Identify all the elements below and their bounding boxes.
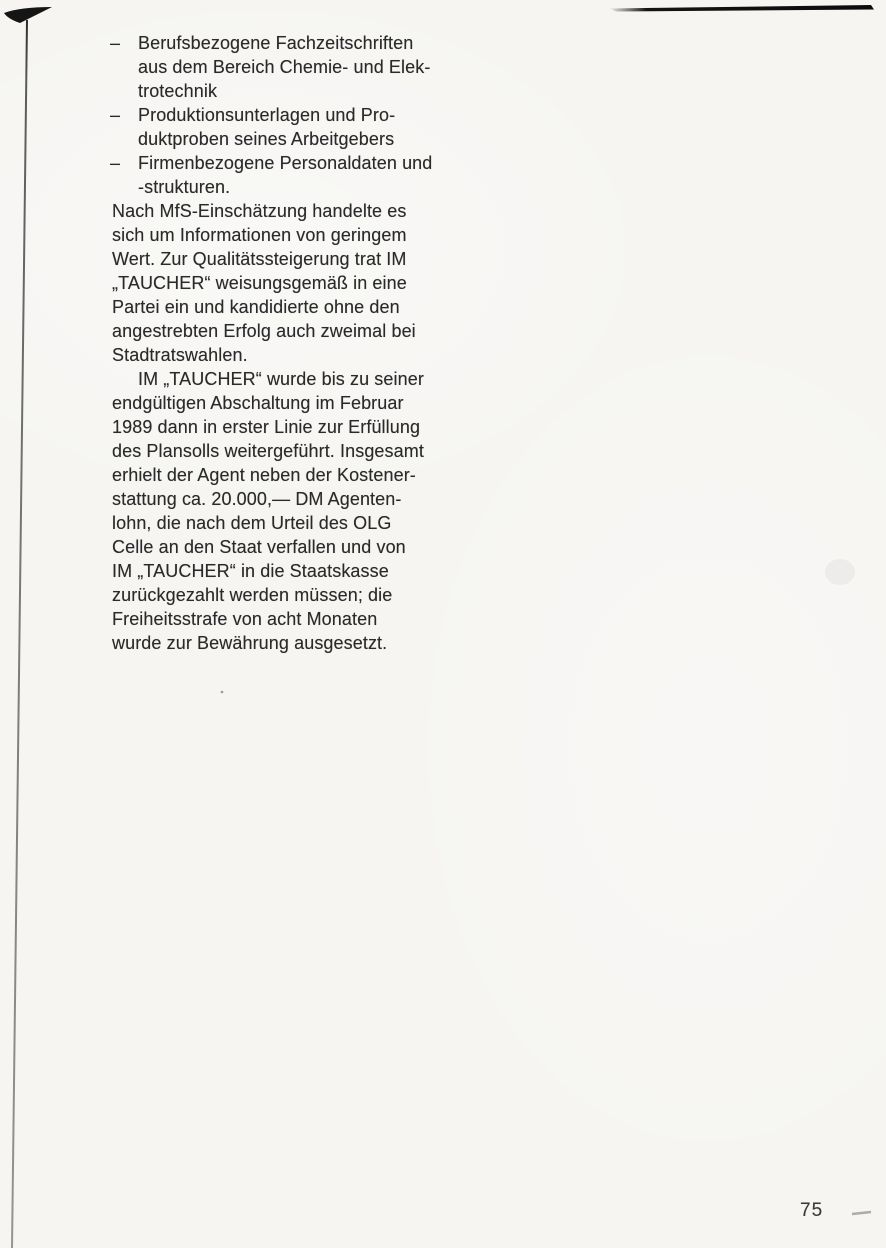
list-marker: – [110, 153, 121, 173]
left-page-edge-line [12, 20, 27, 1248]
text-line: IM „TAUCHER“ in die Staatskasse [112, 561, 389, 581]
text-line: Freiheitsstrafe von acht Monaten [112, 609, 378, 629]
text-line: endgültigen Abschaltung im Februar [112, 393, 404, 413]
text-line: Firmenbezogene Personaldaten und [138, 153, 433, 173]
text-line: sich um Informationen von geringem [112, 225, 407, 245]
binding-wedge-mark [4, 7, 52, 23]
text-line: duktproben seines Arbeitgebers [138, 129, 395, 149]
list-item [112, 151, 492, 199]
text-column [112, 31, 492, 655]
text-line: des Plansolls weitergeführt. Insgesamt [112, 441, 424, 461]
paragraph [112, 199, 492, 367]
text-line: -strukturen. [138, 177, 231, 197]
text-line: Wert. Zur Qualitätssteigerung trat IM [112, 249, 407, 269]
text-line: Nach MfS-Einschätzung handelte es [112, 201, 407, 221]
paragraph [112, 367, 492, 655]
text-line: lohn, die nach dem Urteil des OLG [112, 513, 392, 533]
text-line: wurde zur Bewährung ausgesetzt. [112, 633, 388, 653]
list-marker: – [110, 105, 121, 125]
text-line: Stadtratswahlen. [112, 345, 248, 365]
text-line: trotechnik [138, 81, 218, 101]
text-line: Partei ein und kandidierte ohne den [112, 297, 400, 317]
ink-speck [221, 691, 224, 694]
text-line: IM „TAUCHER“ wurde bis zu seiner [138, 369, 424, 389]
paper-smudge [825, 559, 855, 585]
list-item [112, 103, 492, 151]
page-number-dash [852, 1212, 871, 1214]
top-right-page-edge-rule [610, 5, 874, 12]
text-line: Celle an den Staat verfallen und von [112, 537, 406, 557]
page-number: 75 [800, 1200, 824, 1221]
text-line: aus dem Bereich Chemie- und Elek- [138, 57, 431, 77]
text-line: Berufsbezogene Fachzeitschriften [138, 33, 414, 53]
text-line: Produktionsunterlagen und Pro- [138, 105, 396, 125]
text-line: 1989 dann in erster Linie zur Erfüllung [112, 417, 421, 437]
list-marker: – [110, 33, 121, 53]
text-line: angestrebten Erfolg auch zweimal bei [112, 321, 416, 341]
text-line: „TAUCHER“ weisungsgemäß in eine [112, 273, 407, 293]
text-line: zurückgezahlt werden müssen; die [112, 585, 393, 605]
list-item [112, 31, 492, 103]
text-line: erhielt der Agent neben der Kostener- [112, 465, 416, 485]
text-line: stattung ca. 20.000,— DM Agenten- [112, 489, 402, 509]
